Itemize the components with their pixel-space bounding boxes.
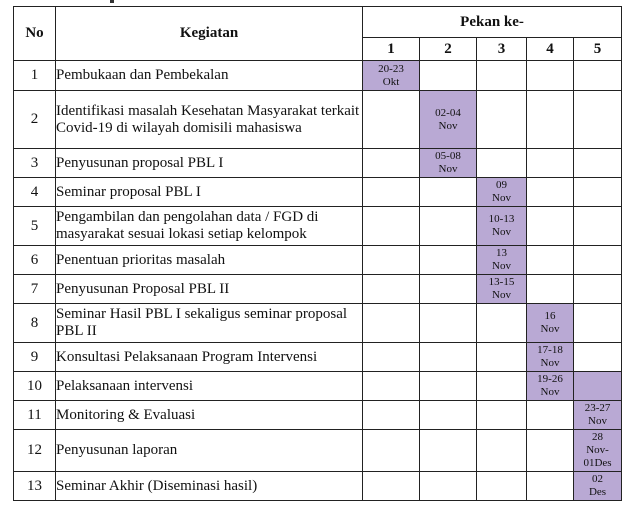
week-4-cell	[527, 207, 574, 246]
table-row	[14, 343, 622, 372]
week-3-cell	[477, 304, 527, 343]
week-1-cell	[363, 149, 420, 178]
schedule-date-label: 09 Nov	[492, 179, 511, 204]
table-row	[14, 401, 622, 430]
header-week-3: 3	[477, 38, 527, 61]
week-2-cell	[420, 275, 477, 304]
cropped-top-text	[70, 0, 190, 4]
week-2-cell	[420, 207, 477, 246]
week-1-cell	[363, 275, 420, 304]
week-5-cell	[574, 207, 622, 246]
week-2-cell	[420, 401, 477, 430]
schedule-date-label: 23-27 Nov	[584, 402, 611, 427]
schedule-date-label: 28 Nov- 01Des	[583, 431, 612, 469]
table-row	[14, 246, 622, 275]
week-1-cell	[363, 178, 420, 207]
table-row	[14, 178, 622, 207]
schedule-date-label: 17-18 Nov	[537, 344, 563, 369]
week-3-cell	[477, 61, 527, 91]
schedule-date-label: 02 Des	[588, 473, 607, 498]
row-activity: Monitoring & Evaluasi	[56, 401, 363, 430]
week-4-cell	[527, 91, 574, 149]
schedule-date-label: 13-15 Nov	[488, 276, 515, 301]
row-number: 9	[14, 343, 56, 372]
header-no: No	[14, 7, 56, 61]
table-row	[14, 61, 622, 91]
table-row	[14, 304, 622, 343]
row-activity: Pelaksanaan intervensi	[56, 372, 363, 401]
header-week-5: 5	[574, 38, 622, 61]
row-number: 7	[14, 275, 56, 304]
week-4-cell	[527, 246, 574, 275]
week-1-cell	[363, 343, 420, 372]
week-4-cell	[527, 343, 574, 372]
row-number: 8	[14, 304, 56, 343]
week-4-cell	[527, 275, 574, 304]
row-number: 12	[14, 430, 56, 472]
row-number: 3	[14, 149, 56, 178]
row-number: 4	[14, 178, 56, 207]
header-week-4: 4	[527, 38, 574, 61]
row-number: 2	[14, 91, 56, 149]
week-2-cell	[420, 149, 477, 178]
row-activity: Penentuan prioritas masalah	[56, 246, 363, 275]
schedule-date-label: 16 Nov	[540, 310, 560, 335]
week-1-cell	[363, 401, 420, 430]
week-3-cell	[477, 372, 527, 401]
row-activity: Penyusunan laporan	[56, 430, 363, 472]
week-5-cell	[574, 246, 622, 275]
week-1-cell	[363, 207, 420, 246]
table-row	[14, 430, 622, 472]
week-4-cell	[527, 149, 574, 178]
row-activity: Pengambilan dan pengolahan data / FGD di masyarakat sesuai lokasi setiap kelompok	[56, 207, 363, 246]
table-row	[14, 275, 622, 304]
row-number: 13	[14, 472, 56, 501]
week-5-cell	[574, 343, 622, 372]
schedule-date-label: 10-13 Nov	[488, 213, 515, 238]
week-1-cell	[363, 472, 420, 501]
week-1-cell	[363, 91, 420, 149]
schedule-date-label: 13 Nov	[492, 247, 511, 272]
schedule-date-label: 19-26 Nov	[537, 373, 563, 398]
table-row	[14, 149, 622, 178]
week-4-cell	[527, 304, 574, 343]
week-3-cell	[477, 343, 527, 372]
row-activity: Seminar Hasil PBL I sekaligus seminar proposal PBL II	[56, 304, 363, 343]
week-5-cell	[574, 149, 622, 178]
week-5-cell	[574, 372, 622, 401]
week-3-cell	[477, 149, 527, 178]
week-2-cell	[420, 178, 477, 207]
row-activity: Seminar proposal PBL I	[56, 178, 363, 207]
row-activity: Konsultasi Pelaksanaan Program Intervensi	[56, 343, 363, 372]
row-number: 11	[14, 401, 56, 430]
week-3-cell	[477, 91, 527, 149]
week-3-cell	[477, 430, 527, 472]
schedule-date-label: 05-08 Nov	[435, 150, 461, 175]
row-activity: Penyusunan Proposal PBL II	[56, 275, 363, 304]
week-3-cell	[477, 275, 527, 304]
week-2-cell	[420, 91, 477, 149]
week-4-cell	[527, 401, 574, 430]
row-activity: Identifikasi masalah Kesehatan Masyarakat terkait Covid-19 di wilayah domisili mahasiswa	[56, 91, 363, 149]
row-number: 5	[14, 207, 56, 246]
table-row	[14, 207, 622, 246]
week-1-cell	[363, 61, 420, 91]
week-2-cell	[420, 61, 477, 91]
schedule-table	[13, 6, 622, 501]
row-activity: Penyusunan proposal PBL I	[56, 149, 363, 178]
header-activity: Kegiatan	[56, 7, 363, 61]
week-4-cell	[527, 430, 574, 472]
week-5-cell	[574, 275, 622, 304]
row-number: 1	[14, 61, 56, 91]
week-4-cell	[527, 372, 574, 401]
week-3-cell	[477, 472, 527, 501]
week-5-cell	[574, 430, 622, 472]
week-4-cell	[527, 178, 574, 207]
week-5-cell	[574, 91, 622, 149]
row-number: 10	[14, 372, 56, 401]
week-1-cell	[363, 430, 420, 472]
week-4-cell	[527, 472, 574, 501]
week-5-cell	[574, 61, 622, 91]
week-2-cell	[420, 430, 477, 472]
header-week-1: 1	[363, 38, 420, 61]
table-row	[14, 91, 622, 149]
week-2-cell	[420, 246, 477, 275]
table-row	[14, 372, 622, 401]
week-3-cell	[477, 178, 527, 207]
row-activity: Pembukaan dan Pembekalan	[56, 61, 363, 91]
week-5-cell	[574, 472, 622, 501]
week-3-cell	[477, 207, 527, 246]
schedule-date-label: 02-04 Nov	[435, 106, 461, 132]
schedule-date-label: 20-23 Okt	[378, 62, 404, 88]
week-1-cell	[363, 246, 420, 275]
week-3-cell	[477, 246, 527, 275]
week-2-cell	[420, 472, 477, 501]
week-5-cell	[574, 304, 622, 343]
schedule-body	[14, 61, 622, 501]
week-2-cell	[420, 343, 477, 372]
week-5-cell	[574, 178, 622, 207]
table-row	[14, 472, 622, 501]
week-1-cell	[363, 304, 420, 343]
week-2-cell	[420, 304, 477, 343]
row-activity: Seminar Akhir (Diseminasi hasil)	[56, 472, 363, 501]
week-3-cell	[477, 401, 527, 430]
week-4-cell	[527, 61, 574, 91]
week-1-cell	[363, 372, 420, 401]
week-5-cell	[574, 401, 622, 430]
week-2-cell	[420, 372, 477, 401]
row-number: 6	[14, 246, 56, 275]
header-weeks-title: Pekan ke-	[363, 7, 622, 38]
header-week-2: 2	[420, 38, 477, 61]
